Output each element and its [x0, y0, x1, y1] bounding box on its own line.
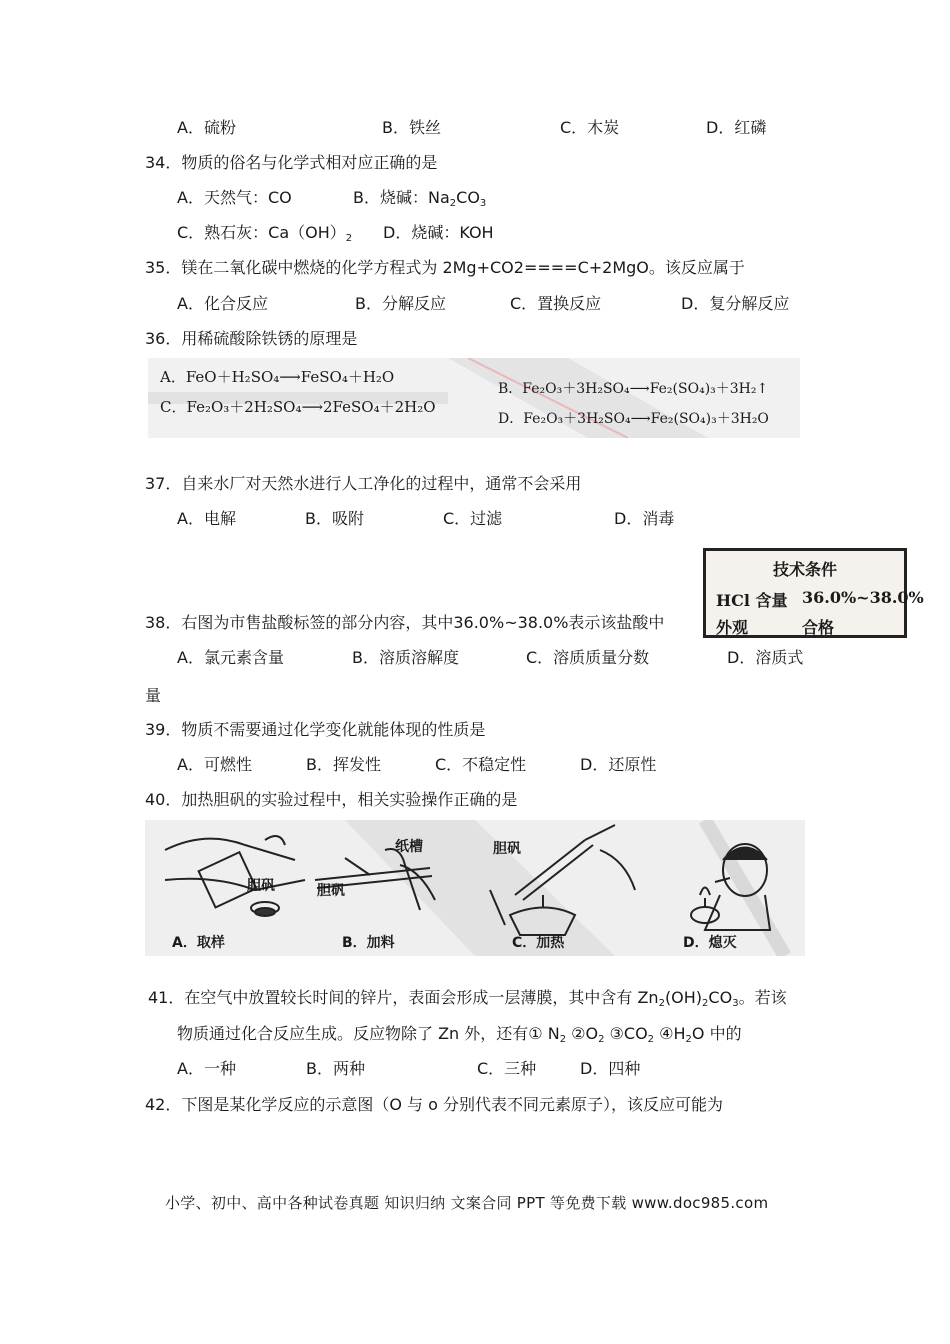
q35-option-d: D．复分解反应 [681, 294, 790, 313]
q38-option-d-continued: 量 [145, 686, 162, 705]
q35-option-a: A．化合反应 [177, 294, 268, 313]
q36-option-c: C．Fe₂O₃＋2H₂SO₄⟶2FeSO₄＋2H₂O [160, 398, 436, 416]
q37-option-c: C．过滤 [443, 509, 503, 528]
q35-option-b: B．分解反应 [355, 294, 446, 313]
fig-caption-c: C．加热 [512, 935, 565, 951]
q34-stem: 34．物质的俗名与化学式相对应正确的是 [145, 153, 438, 172]
fig-a-label: 胆矾 [247, 878, 275, 894]
q35-option-c: C．置换反应 [510, 294, 602, 313]
q34-option-d: D．烧碱：KOH [383, 223, 494, 242]
q36-options-figure [148, 358, 800, 438]
q38-option-c: C．溶质质量分数 [526, 648, 650, 667]
q41-stem-line2: 物质通过化合反应生成。反应物除了 Zn 外，还有① $N_2$ $②O_2$ $③CO_2$ $④H_2O$ 中的 [177, 1024, 742, 1045]
q33-option-b: B．铁丝 [382, 118, 441, 137]
fig-b-label-trough: 纸槽 [395, 839, 423, 855]
fig-caption-b: B．加料 [342, 935, 395, 951]
q33-option-a: A．硫粉 [177, 118, 236, 137]
q42-stem: 42．下图是某化学反应的示意图（O 与 o 分别代表不同元素原子），该反应可能为 [145, 1095, 724, 1114]
fig-caption-a: A．取样 [172, 935, 225, 951]
q39-option-c: C．不稳定性 [435, 755, 527, 774]
label-hcl-name: HCl 含量 [716, 591, 788, 610]
fig-b-label: 胆矾 [317, 883, 345, 899]
q33-option-c: C．木炭 [560, 118, 620, 137]
q37-option-b: B．吸附 [305, 509, 364, 528]
q37-stem: 37．自来水厂对天然水进行人工净化的过程中，通常不会采用 [145, 474, 582, 493]
q37-option-d: D．消毒 [614, 509, 675, 528]
q36-option-d: D．Fe₂O₃＋3H₂SO₄⟶Fe₂(SO₄)₃＋3H₂O [498, 411, 769, 427]
q41-option-c: C．三种 [477, 1059, 537, 1078]
q34-option-a: A．天然气：CO [177, 188, 292, 207]
page-footer: 小学、初中、高中各种试卷真题 知识归纳 文案合同 PPT 等免费下载 www.doc985.com [165, 1194, 769, 1212]
q34-option-c: C．熟石灰：$Ca(OH)_2$ [177, 223, 353, 244]
q38-option-a: A．氯元素含量 [177, 648, 284, 667]
q38-stem: 38．右图为市售盐酸标签的部分内容，其中36.0%~38.0%表示该盐酸中 [145, 613, 665, 632]
q40-experiment-figure [145, 820, 805, 956]
fig-caption-d: D．熄灭 [683, 935, 737, 951]
label-appearance-value: 合格 [802, 618, 835, 637]
q37-option-a: A．电解 [177, 509, 236, 528]
q39-option-b: B．挥发性 [306, 755, 381, 774]
q41-option-d: D．四种 [580, 1059, 641, 1078]
label-appearance-name: 外观 [716, 618, 749, 637]
q38-option-b: B．溶质溶解度 [352, 648, 459, 667]
q36-option-b: B．Fe₂O₃＋3H₂SO₄⟶Fe₂(SO₄)₃＋3H₂↑ [498, 381, 769, 397]
q39-stem: 39．物质不需要通过化学变化就能体现的性质是 [145, 720, 486, 739]
q39-option-d: D．还原性 [580, 755, 657, 774]
q41-option-b: B．两种 [306, 1059, 365, 1078]
fig-c-label: 胆矾 [493, 841, 521, 857]
q35-stem: 35．镁在二氧化碳中燃烧的化学方程式为 2Mg+CO2====C+2MgO。该反应属于 [145, 258, 745, 277]
q34-option-b: B．烧碱：$Na_2CO_3$ [353, 188, 487, 209]
hcl-label-figure [703, 548, 924, 638]
q36-option-a: A．FeO＋H₂SO₄⟶FeSO₄＋H₂O [160, 368, 395, 386]
label-title: 技术条件 [772, 560, 837, 579]
q36-stem: 36．用稀硫酸除铁锈的原理是 [145, 329, 358, 348]
q33-option-d: D．红磷 [706, 118, 767, 137]
q40-stem: 40．加热胆矾的实验过程中，相关实验操作正确的是 [145, 790, 518, 809]
q38-option-d: D．溶质式 [727, 648, 804, 667]
label-hcl-value: 36.0%~38.0% [802, 588, 924, 607]
q41-stem-line1: 41．在空气中放置较长时间的锌片，表面会形成一层薄膜，其中含有 $Zn_2(OH)_2CO_3$。若该 [148, 988, 787, 1009]
q41-option-a: A．一种 [177, 1059, 236, 1078]
q39-option-a: A．可燃性 [177, 755, 252, 774]
